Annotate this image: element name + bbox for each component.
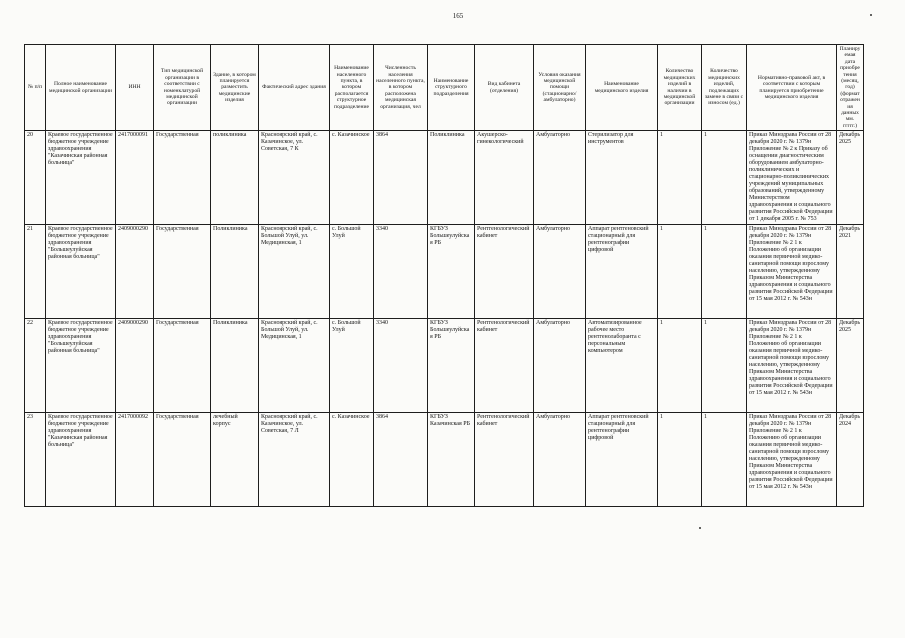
table-row — [25, 319, 864, 413]
column-header: Полное наименование медицинской организации — [46, 45, 116, 131]
table-cell: Приказ Минздрава России от 28 декабря 2020 г. № 1379н Приложение № 2 к Приказу об оснащении диагностическим оборудованием амбулаторно-поликлинических и стационарно-поликлинических учреждений муниципальных образований, утвержденному Министерством здравоохранения и социального развития Российской Федерации от 1 декабря 2005 г. № 753 — [747, 131, 837, 225]
column-header: Планируемая дата приобретения (месяц, год) (формат отражения данных мм. ггггг.) — [837, 45, 864, 131]
table-body — [25, 131, 864, 507]
column-header: Тип медицинской организации в соответствии с номенклатурой медицинской организации — [154, 45, 211, 131]
table-cell: с. Большой Улуй — [330, 225, 374, 319]
scan-speck — [699, 527, 701, 529]
table-cell: с. Казачинское — [330, 131, 374, 225]
table-cell: Амбулаторно — [534, 225, 586, 319]
table-cell: Государственная — [154, 131, 211, 225]
table-cell: Государственная — [154, 413, 211, 507]
table-cell: Амбулаторно — [534, 319, 586, 413]
table-cell: Декабрь 2025 — [837, 319, 864, 413]
table-cell: с. Большой Улуй — [330, 319, 374, 413]
table-cell: 2417000092 — [116, 413, 154, 507]
table-cell: Краевое государственное бюджетное учреждение здравоохранения "Казачинская районная больница" — [46, 413, 116, 507]
table-cell: Краевое государственное бюджетное учреждение здравоохранения "Большеулуйская районная больница" — [46, 319, 116, 413]
equipment-table — [24, 44, 864, 507]
table-cell: Красноярский край, с. Казачинское, ул. Советская, 7 К — [259, 131, 330, 225]
page-number: 165 — [452, 12, 464, 20]
table-row — [25, 413, 864, 507]
table-cell: Декабрь 2024 — [837, 413, 864, 507]
table-cell: Декабрь 2021 — [837, 225, 864, 319]
header-row — [25, 45, 864, 131]
table-cell: Рентгенологический кабинет — [475, 225, 534, 319]
table-cell: Аппарат рентгеновский стационарный для рентгенографии цифровой — [586, 225, 658, 319]
table-cell: Краевое государственное бюджетное учреждение здравоохранения "Большеулуйская районная больница" — [46, 225, 116, 319]
table-cell: 1 — [658, 225, 702, 319]
column-header: Наименование населенного пункта, в котором располагается структурное подразделение — [330, 45, 374, 131]
table-cell: поликлиника — [211, 131, 259, 225]
table-cell: Красноярский край, с. Казачинское, ул. Советская, 7 Л — [259, 413, 330, 507]
table-cell: 3340 — [374, 225, 428, 319]
table-cell: Аппарат рентгеновский стационарный для рентгенографии цифровой — [586, 413, 658, 507]
table-cell: КГБУЗ Большеулуйская РБ — [428, 319, 475, 413]
table-cell: 22 — [25, 319, 46, 413]
table-cell: 1 — [702, 319, 747, 413]
table-cell: Поликлиника — [211, 225, 259, 319]
table-cell: Амбулаторно — [534, 413, 586, 507]
table-cell: 1 — [658, 131, 702, 225]
table-cell: Автоматизированное рабочее место рентгенолаборанта с персональным компьютером — [586, 319, 658, 413]
table-cell: Красноярский край, с. Большой Улуй, ул. Медицинская, 1 — [259, 225, 330, 319]
table-cell: с. Казачинское — [330, 413, 374, 507]
table-cell: 2409000290 — [116, 225, 154, 319]
table-row — [25, 225, 864, 319]
table-cell: 3864 — [374, 413, 428, 507]
table-cell: Поликлиника — [211, 319, 259, 413]
table-cell: 2417000091 — [116, 131, 154, 225]
table-cell: Красноярский край, с. Большой Улуй, ул. Медицинская, 1 — [259, 319, 330, 413]
table-cell: КГБУЗ Казачинская РБ — [428, 413, 475, 507]
table-cell: Амбулаторно — [534, 131, 586, 225]
table-cell: 21 — [25, 225, 46, 319]
column-header: Наименование медицинского изделия — [586, 45, 658, 131]
column-header: Фактический адрес здания — [259, 45, 330, 131]
table-cell: Рентгенологический кабинет — [475, 319, 534, 413]
table-cell: 23 — [25, 413, 46, 507]
column-header: Вид кабинета (отделения) — [475, 45, 534, 131]
table-cell: Государственная — [154, 225, 211, 319]
column-header: Количество медицинских изделий, подлежащих замене в связи с износом (ед.) — [702, 45, 747, 131]
table-cell: КГБУЗ Большеулуйская РБ — [428, 225, 475, 319]
table-cell: Приказ Минздрава России от 28 декабря 2020 г. № 1379н Приложение № 2 1 к Положению об организации оказания первичной медико-санитарной помощи взрослому населению, утвержденному Приказом Министерства здравоохранения и социального развития Российской Федерации от 15 мая 2012 г. № 543н — [747, 413, 837, 507]
table-cell: Акушерско-гинекологический — [475, 131, 534, 225]
table-cell: Государственная — [154, 319, 211, 413]
table-cell: 1 — [702, 413, 747, 507]
column-header: Численность населения населенного пункта, в котором расположена медицинская организация, чел — [374, 45, 428, 131]
column-header: Условия оказания медицинской помощи (стационарно/амбулаторно) — [534, 45, 586, 131]
table-cell: 1 — [702, 131, 747, 225]
table-cell: Рентгенологический кабинет — [475, 413, 534, 507]
table-cell: 1 — [658, 413, 702, 507]
table-cell: Декабрь 2025 — [837, 131, 864, 225]
table-cell: лечебный корпус — [211, 413, 259, 507]
table-cell: 1 — [658, 319, 702, 413]
table-cell: Поликлиника — [428, 131, 475, 225]
scan-speck — [870, 14, 872, 16]
table-cell: Приказ Минздрава России от 28 декабря 2020 г. № 1379н Приложение № 2 1 к Положению об организации оказания первичной медико-санитарной помощи взрослому населению, утвержденному Приказом Министерства здравоохранения и социального развития Российской Федерации от 15 мая 2012 г. № 543н — [747, 225, 837, 319]
table-header — [25, 45, 864, 131]
column-header: ИНН — [116, 45, 154, 131]
table-cell: 1 — [702, 225, 747, 319]
table-cell: 3340 — [374, 319, 428, 413]
table-cell: Приказ Минздрава России от 28 декабря 2020 г. № 1379н Приложение № 2 1 к Положению об организации оказания первичной медико-санитарной помощи взрослому населению, утвержденному Приказом Министерства здравоохранения и социального развития Российской Федерации от 15 мая 2012 г. № 543н — [747, 319, 837, 413]
table-cell: Краевое государственное бюджетное учреждение здравоохранения "Казачинская районная больница" — [46, 131, 116, 225]
column-header: Количество медицинских изделий в наличии в медицинской организации — [658, 45, 702, 131]
column-header: Нормативно-правовой акт, в соответствии с которым планируется приобретение медицинского изделия — [747, 45, 837, 131]
column-header: № п/п — [25, 45, 46, 131]
table-cell: 2409000290 — [116, 319, 154, 413]
table-cell: 20 — [25, 131, 46, 225]
table-row — [25, 131, 864, 225]
table-cell: Стерилизатор для инструментов — [586, 131, 658, 225]
column-header: Здание, в котором планируется разместить медицинские изделия — [211, 45, 259, 131]
table-cell: 3864 — [374, 131, 428, 225]
column-header: Наименование структурного подразделения — [428, 45, 475, 131]
